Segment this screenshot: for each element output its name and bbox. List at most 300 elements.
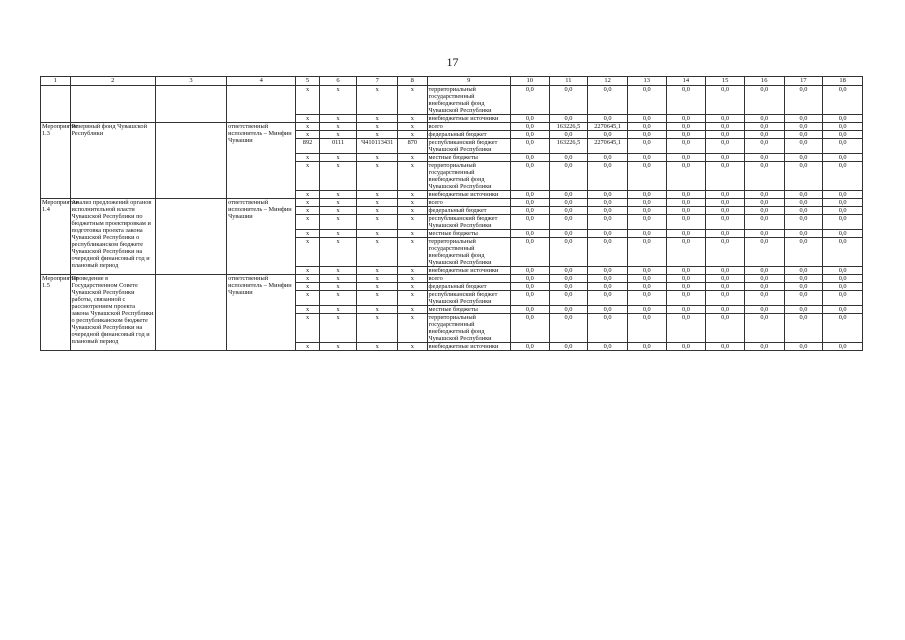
funding-source: местные бюджеты [427, 154, 510, 162]
amount-cell: 0,0 [549, 207, 588, 215]
amount-cell: 0,0 [706, 131, 745, 139]
amount-cell: 0,0 [666, 115, 706, 123]
empty-cell [155, 275, 226, 351]
amount-cell: 0,0 [627, 191, 666, 199]
amount-cell: 0,0 [744, 207, 784, 215]
budget-code-cell: x [296, 275, 319, 283]
amount-cell: 0,0 [706, 86, 745, 115]
budget-code-cell: x [357, 283, 398, 291]
amount-cell: 0,0 [510, 199, 549, 207]
budget-code-cell: x [296, 230, 319, 238]
amount-cell: 0,0 [823, 123, 863, 131]
column-number-header: 3 [155, 77, 226, 86]
budget-code-cell: x [357, 207, 398, 215]
amount-cell: 0,0 [549, 154, 588, 162]
amount-cell: 0,0 [588, 230, 628, 238]
amount-cell: 0,0 [588, 291, 628, 306]
budget-code-cell: x [357, 314, 398, 343]
amount-cell: 0,0 [706, 343, 745, 351]
budget-code-cell: x [296, 215, 319, 230]
budget-code-cell: x [357, 343, 398, 351]
amount-cell: 0,0 [744, 215, 784, 230]
amount-cell: 0,0 [510, 314, 549, 343]
amount-cell: 0,0 [627, 215, 666, 230]
budget-code-cell: Ч410113431 [357, 139, 398, 154]
amount-cell: 0,0 [588, 267, 628, 275]
amount-cell: 0,0 [784, 267, 823, 275]
amount-cell: 0,0 [549, 162, 588, 191]
funding-source: территориальный государственный внебюджетный фонд Чувашской Республики [427, 86, 510, 115]
amount-cell: 0,0 [823, 191, 863, 199]
amount-cell: 0,0 [588, 162, 628, 191]
amount-cell: 0,0 [510, 191, 549, 199]
amount-cell: 0,0 [706, 123, 745, 131]
amount-cell: 0,0 [666, 154, 706, 162]
amount-cell: 0,0 [706, 199, 745, 207]
amount-cell: 0,0 [588, 306, 628, 314]
column-number-header: 7 [357, 77, 398, 86]
budget-code-cell: x [319, 267, 357, 275]
budget-code-cell: x [319, 215, 357, 230]
amount-cell: 0,0 [784, 154, 823, 162]
amount-cell: 0,0 [706, 306, 745, 314]
budget-code-cell: x [319, 343, 357, 351]
funding-source: республиканский бюджет Чувашской Республики [427, 139, 510, 154]
amount-cell: 0,0 [510, 283, 549, 291]
event-name [70, 86, 155, 123]
amount-cell: 0,0 [706, 275, 745, 283]
amount-cell: 0,0 [549, 314, 588, 343]
amount-cell: 0,0 [549, 131, 588, 139]
amount-cell: 0,0 [510, 207, 549, 215]
budget-code-cell: x [319, 199, 357, 207]
budget-code-cell: x [296, 86, 319, 115]
amount-cell: 0,0 [823, 306, 863, 314]
column-number-header: 6 [319, 77, 357, 86]
amount-cell: 0,0 [510, 139, 549, 154]
budget-code-cell: x [296, 123, 319, 131]
amount-cell: 0,0 [510, 115, 549, 123]
amount-cell: 0,0 [666, 238, 706, 267]
funding-source: внебюджетные источники [427, 267, 510, 275]
amount-cell: 0,0 [666, 230, 706, 238]
amount-cell: 0,0 [510, 123, 549, 131]
amount-cell: 0,0 [784, 191, 823, 199]
budget-code-cell: x [398, 115, 428, 123]
budget-code-cell: x [296, 199, 319, 207]
amount-cell: 0,0 [784, 314, 823, 343]
funding-source: республиканский бюджет Чувашской Республики [427, 215, 510, 230]
amount-cell: 2270645,1 [588, 139, 628, 154]
amount-cell: 0,0 [588, 154, 628, 162]
amount-cell: 0,0 [706, 283, 745, 291]
budget-code-cell: x [296, 267, 319, 275]
page-number: 17 [446, 55, 459, 69]
budget-code-cell: x [319, 275, 357, 283]
amount-cell: 0,0 [744, 283, 784, 291]
amount-cell: 0,0 [706, 191, 745, 199]
budget-code-cell: x [319, 115, 357, 123]
budget-code-cell: x [296, 291, 319, 306]
column-number-row [41, 77, 863, 86]
amount-cell: 0,0 [627, 238, 666, 267]
budget-code-cell: x [319, 86, 357, 115]
event-name: Проведение в Государственном Совете Чувашской Республики работы, связанной с рассмотрением проекта закона Чувашской Республики о республиканском бюджете Чувашской Республики на очередной финансовый год и плановый период [70, 275, 155, 351]
amount-cell: 0,0 [627, 207, 666, 215]
amount-cell: 0,0 [549, 306, 588, 314]
amount-cell: 0,0 [666, 267, 706, 275]
amount-cell: 163226,5 [549, 123, 588, 131]
amount-cell: 0,0 [666, 131, 706, 139]
amount-cell: 0,0 [706, 238, 745, 267]
amount-cell: 0,0 [549, 199, 588, 207]
amount-cell: 0,0 [588, 215, 628, 230]
amount-cell: 0,0 [784, 199, 823, 207]
budget-code-cell: x [398, 291, 428, 306]
funding-source: внебюджетные источники [427, 115, 510, 123]
amount-cell: 0,0 [627, 154, 666, 162]
budget-code-cell: x [398, 275, 428, 283]
amount-cell: 0,0 [706, 215, 745, 230]
column-number-header: 16 [744, 77, 784, 86]
amount-cell: 0,0 [706, 207, 745, 215]
budget-code-cell: x [398, 306, 428, 314]
budget-code-cell: x [357, 191, 398, 199]
amount-cell: 0,0 [823, 162, 863, 191]
amount-cell: 0,0 [510, 131, 549, 139]
amount-cell: 0,0 [549, 343, 588, 351]
table-row [41, 199, 863, 207]
budget-code-cell: x [357, 86, 398, 115]
budget-code-cell: x [319, 131, 357, 139]
budget-code-cell: x [398, 215, 428, 230]
amount-cell: 0,0 [744, 343, 784, 351]
empty-cell [155, 199, 226, 275]
amount-cell: 0,0 [784, 215, 823, 230]
responsible-executor: ответственный исполнитель – Минфин Чувашии [227, 275, 296, 351]
budget-code-cell: x [319, 238, 357, 267]
amount-cell: 0,0 [744, 162, 784, 191]
amount-cell: 0,0 [744, 139, 784, 154]
amount-cell: 0,0 [744, 238, 784, 267]
budget-code-cell: x [319, 154, 357, 162]
amount-cell: 0,0 [666, 139, 706, 154]
amount-cell: 0,0 [823, 215, 863, 230]
table-row [41, 123, 863, 131]
budget-code-cell: x [398, 162, 428, 191]
amount-cell: 0,0 [627, 86, 666, 115]
column-number-header: 14 [666, 77, 706, 86]
amount-cell: 0,0 [744, 230, 784, 238]
amount-cell: 0,0 [784, 139, 823, 154]
amount-cell: 0,0 [588, 238, 628, 267]
amount-cell: 0,0 [744, 306, 784, 314]
amount-cell: 0,0 [510, 215, 549, 230]
budget-code-cell: x [398, 123, 428, 131]
amount-cell: 0,0 [627, 123, 666, 131]
amount-cell: 0,0 [627, 267, 666, 275]
event-number: Мероприятие 1.4 [41, 199, 71, 275]
amount-cell: 0,0 [823, 86, 863, 115]
amount-cell: 0,0 [627, 275, 666, 283]
amount-cell: 0,0 [549, 291, 588, 306]
amount-cell: 0,0 [627, 283, 666, 291]
amount-cell: 0,0 [744, 86, 784, 115]
budget-code-cell: x [398, 207, 428, 215]
budget-code-cell: x [296, 238, 319, 267]
funding-source: территориальный государственный внебюджетный фонд Чувашской Республики [427, 162, 510, 191]
amount-cell: 0,0 [823, 154, 863, 162]
funding-source: федеральный бюджет [427, 207, 510, 215]
amount-cell: 0,0 [510, 154, 549, 162]
column-number-header: 18 [823, 77, 863, 86]
amount-cell: 0,0 [627, 291, 666, 306]
amount-cell: 0,0 [784, 230, 823, 238]
funding-source: территориальный государственный внебюджетный фонд Чувашской Республики [427, 314, 510, 343]
amount-cell: 0,0 [510, 275, 549, 283]
amount-cell: 0,0 [588, 207, 628, 215]
column-number-header: 11 [549, 77, 588, 86]
budget-code-cell: x [319, 314, 357, 343]
budget-code-cell: x [319, 306, 357, 314]
budget-code-cell: x [357, 154, 398, 162]
amount-cell: 0,0 [784, 115, 823, 123]
budget-code-cell: x [398, 191, 428, 199]
column-number-header: 15 [706, 77, 745, 86]
amount-cell: 0,0 [706, 162, 745, 191]
column-number-header: 2 [70, 77, 155, 86]
amount-cell: 0,0 [744, 154, 784, 162]
amount-cell: 0,0 [744, 199, 784, 207]
budget-code-cell: x [296, 131, 319, 139]
budget-code-cell: x [357, 199, 398, 207]
table-row [41, 86, 863, 115]
amount-cell: 0,0 [549, 230, 588, 238]
funding-source: территориальный государственный внебюджетный фонд Чувашской Республики [427, 238, 510, 267]
amount-cell: 0,0 [666, 275, 706, 283]
amount-cell: 0,0 [666, 199, 706, 207]
amount-cell: 0,0 [823, 283, 863, 291]
budget-code-cell: x [398, 343, 428, 351]
funding-source: всего [427, 123, 510, 131]
budget-code-cell: x [319, 291, 357, 306]
budget-code-cell: x [357, 131, 398, 139]
budget-code-cell: x [357, 238, 398, 267]
amount-cell: 0,0 [666, 207, 706, 215]
amount-cell: 0,0 [666, 291, 706, 306]
amount-cell: 0,0 [823, 314, 863, 343]
amount-cell: 0,0 [744, 191, 784, 199]
amount-cell: 0,0 [784, 291, 823, 306]
amount-cell: 0,0 [706, 115, 745, 123]
column-number-header: 1 [41, 77, 71, 86]
budget-code-cell: x [398, 131, 428, 139]
amount-cell: 0,0 [549, 215, 588, 230]
event-number [41, 86, 71, 123]
amount-cell: 0,0 [510, 230, 549, 238]
amount-cell: 0,0 [784, 283, 823, 291]
budget-code-cell: x [398, 86, 428, 115]
funding-source: внебюджетные источники [427, 343, 510, 351]
budget-code-cell: x [357, 267, 398, 275]
column-number-header: 9 [427, 77, 510, 86]
budget-code-cell: x [296, 115, 319, 123]
amount-cell: 0,0 [823, 291, 863, 306]
column-number-header: 8 [398, 77, 428, 86]
budget-code-cell: x [296, 207, 319, 215]
amount-cell: 0,0 [627, 314, 666, 343]
budget-code-cell: x [398, 314, 428, 343]
amount-cell: 0,0 [588, 115, 628, 123]
amount-cell: 0,0 [823, 275, 863, 283]
amount-cell: 0,0 [744, 115, 784, 123]
amount-cell: 0,0 [744, 314, 784, 343]
budget-code-cell: x [357, 230, 398, 238]
budget-code-cell: x [357, 162, 398, 191]
amount-cell: 0,0 [627, 139, 666, 154]
amount-cell: 0,0 [784, 123, 823, 131]
funding-source: федеральный бюджет [427, 131, 510, 139]
column-number-header: 10 [510, 77, 549, 86]
amount-cell: 0,0 [784, 343, 823, 351]
amount-cell: 0,0 [627, 131, 666, 139]
amount-cell: 0,0 [588, 131, 628, 139]
amount-cell: 0,0 [510, 238, 549, 267]
budget-code-cell: 0111 [319, 139, 357, 154]
amount-cell: 0,0 [666, 283, 706, 291]
budget-code-cell: x [398, 199, 428, 207]
amount-cell: 0,0 [784, 131, 823, 139]
amount-cell: 0,0 [706, 230, 745, 238]
budget-code-cell: x [357, 115, 398, 123]
amount-cell: 0,0 [784, 238, 823, 267]
budget-code-cell: x [357, 306, 398, 314]
amount-cell: 0,0 [706, 267, 745, 275]
amount-cell: 0,0 [510, 86, 549, 115]
responsible-executor: ответственный исполнитель – Минфин Чувашии [227, 199, 296, 275]
responsible-executor: ответственный исполнитель – Минфин Чувашии [227, 123, 296, 199]
funding-source: федеральный бюджет [427, 283, 510, 291]
amount-cell: 0,0 [549, 267, 588, 275]
budget-code-cell: x [357, 275, 398, 283]
amount-cell: 0,0 [784, 275, 823, 283]
amount-cell: 0,0 [549, 238, 588, 267]
amount-cell: 0,0 [744, 267, 784, 275]
amount-cell: 0,0 [588, 275, 628, 283]
amount-cell: 0,0 [823, 131, 863, 139]
amount-cell: 0,0 [823, 207, 863, 215]
funding-source: внебюджетные источники [427, 191, 510, 199]
budget-code-cell: x [319, 162, 357, 191]
budget-code-cell: x [398, 154, 428, 162]
amount-cell: 0,0 [784, 306, 823, 314]
amount-cell: 0,0 [666, 314, 706, 343]
amount-cell: 0,0 [627, 230, 666, 238]
amount-cell: 0,0 [666, 191, 706, 199]
amount-cell: 0,0 [627, 162, 666, 191]
amount-cell: 163226,5 [549, 139, 588, 154]
amount-cell: 0,0 [510, 267, 549, 275]
amount-cell: 2270645,1 [588, 123, 628, 131]
funding-source: республиканский бюджет Чувашской Республики [427, 291, 510, 306]
amount-cell: 0,0 [588, 191, 628, 199]
event-number: Мероприятие 1.5 [41, 275, 71, 351]
funding-source: всего [427, 275, 510, 283]
budget-code-cell: x [296, 191, 319, 199]
budget-code-cell: x [319, 230, 357, 238]
amount-cell: 0,0 [588, 314, 628, 343]
amount-cell: 0,0 [627, 199, 666, 207]
amount-cell: 0,0 [588, 283, 628, 291]
budget-code-cell: x [398, 267, 428, 275]
amount-cell: 0,0 [510, 291, 549, 306]
empty-cell [155, 86, 226, 123]
amount-cell: 0,0 [666, 162, 706, 191]
amount-cell: 0,0 [823, 343, 863, 351]
empty-cell [155, 123, 226, 199]
column-number-header: 5 [296, 77, 319, 86]
column-number-header: 4 [227, 77, 296, 86]
budget-code-cell: 892 [296, 139, 319, 154]
amount-cell: 0,0 [549, 275, 588, 283]
budget-code-cell: x [398, 230, 428, 238]
column-number-header: 13 [627, 77, 666, 86]
event-number: Мероприятие 1.3 [41, 123, 71, 199]
amount-cell: 0,0 [706, 314, 745, 343]
budget-code-cell: x [319, 283, 357, 291]
amount-cell: 0,0 [627, 306, 666, 314]
budget-code-cell: x [319, 191, 357, 199]
amount-cell: 0,0 [666, 123, 706, 131]
amount-cell: 0,0 [510, 306, 549, 314]
amount-cell: 0,0 [549, 86, 588, 115]
amount-cell: 0,0 [588, 86, 628, 115]
amount-cell: 0,0 [784, 162, 823, 191]
amount-cell: 0,0 [549, 115, 588, 123]
amount-cell: 0,0 [666, 343, 706, 351]
amount-cell: 0,0 [823, 238, 863, 267]
event-name: Резервный фонд Чувашской Республики [70, 123, 155, 199]
budget-code-cell: x [398, 283, 428, 291]
budget-code-cell: 870 [398, 139, 428, 154]
table-row [41, 275, 863, 283]
amount-cell: 0,0 [666, 306, 706, 314]
amount-cell: 0,0 [784, 86, 823, 115]
budget-code-cell: x [296, 283, 319, 291]
amount-cell: 0,0 [627, 343, 666, 351]
event-name: Анализ предложений органов исполнительной власти Чувашской Республики по бюджетным проектировкам и подготовка проекта закона Чувашской Республики о республиканском бюджете Чувашской Республики на очередной финансовый год и плановый период [70, 199, 155, 275]
funding-source: местные бюджеты [427, 306, 510, 314]
budget-code-cell: x [296, 162, 319, 191]
amount-cell: 0,0 [549, 283, 588, 291]
amount-cell: 0,0 [706, 139, 745, 154]
column-number-header: 12 [588, 77, 628, 86]
amount-cell: 0,0 [744, 123, 784, 131]
amount-cell: 0,0 [510, 162, 549, 191]
amount-cell: 0,0 [823, 267, 863, 275]
amount-cell: 0,0 [823, 115, 863, 123]
amount-cell: 0,0 [744, 275, 784, 283]
amount-cell: 0,0 [823, 199, 863, 207]
amount-cell: 0,0 [588, 343, 628, 351]
budget-code-cell: x [319, 207, 357, 215]
budget-code-cell: x [296, 306, 319, 314]
amount-cell: 0,0 [823, 139, 863, 154]
amount-cell: 0,0 [823, 230, 863, 238]
budget-code-cell: x [357, 291, 398, 306]
budget-code-cell: x [398, 238, 428, 267]
budget-code-cell: x [296, 314, 319, 343]
